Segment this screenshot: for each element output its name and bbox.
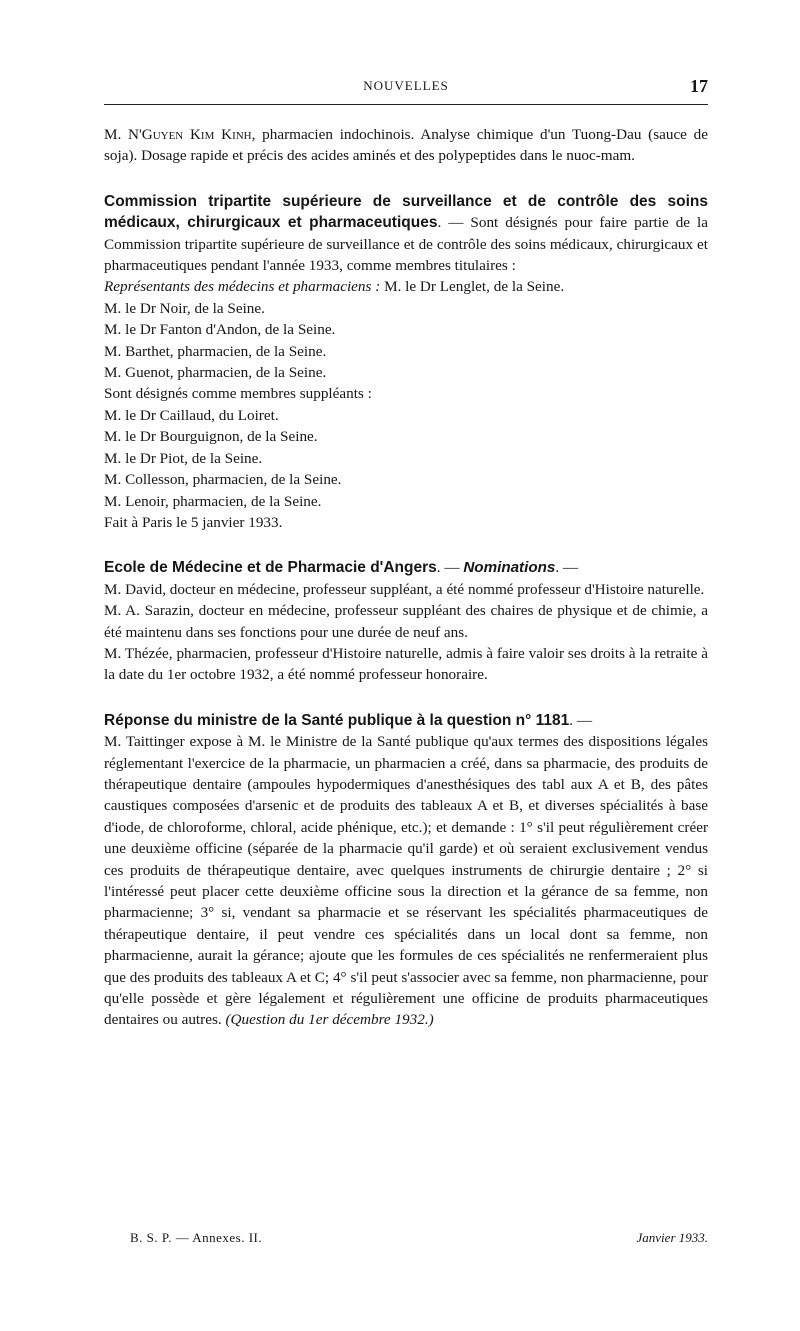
- member-list: [104, 298, 708, 533]
- ecole-title: Ecole de Médecine et de Pharmacie d'Angers: [104, 559, 437, 577]
- header-rule: [104, 104, 708, 105]
- representatives-label: Représentants des médecins et pharmaciens :: [104, 278, 381, 296]
- footer-reference: B. S. P. — Annexes. II.: [130, 1230, 263, 1245]
- ecole-subtitle: Nominations: [463, 559, 556, 577]
- ecole-heading: Ecole de Médecine et de Pharmacie d'Angers. — Nominations. —: [104, 559, 579, 577]
- reponse-title: Réponse du ministre de la Santé publique à la question n° 1181: [104, 711, 570, 729]
- intro-text: , pharmacien indochinois. Analyse chimique d'un Tuong-Dau (sauce de soja). Dosage rapide et précis des acides aminés et des polypeptides dans le nuoc-mam.: [104, 126, 708, 165]
- spacer: [104, 686, 708, 710]
- reponse-citation: (Question du 1er décembre 1932.): [225, 1011, 434, 1029]
- reponse-heading: Réponse du ministre de la Santé publique à la question n° 1181. —: [104, 711, 593, 729]
- page-footer: [130, 1230, 708, 1254]
- intro-paragraph: [104, 124, 708, 167]
- member-line: M. Guenot, pharmacien, de la Seine.: [104, 364, 327, 382]
- spacer: [104, 533, 708, 557]
- signature-line: Fait à Paris le 5 janvier 1933.: [104, 513, 283, 531]
- commission-representatives: [104, 276, 708, 297]
- member-first: M. le Dr Lenglet, de la Seine.: [384, 278, 565, 296]
- member-line: M. le Dr Bourguignon, de la Seine.: [104, 428, 318, 446]
- member-line: M. Lenoir, pharmacien, de la Seine.: [104, 492, 322, 510]
- running-title: NOUVELLES: [363, 78, 449, 93]
- member-line: M. le Dr Fanton d'Andon, de la Seine.: [104, 321, 336, 339]
- member-line: M. le Dr Noir, de la Seine.: [104, 299, 265, 317]
- reponse-paragraph: [104, 731, 708, 1031]
- footer-date: Janvier 1933.: [636, 1230, 708, 1245]
- member-line: M. Collesson, pharmacien, de la Seine.: [104, 471, 342, 489]
- ecole-paragraph-2: M. A. Sarazin, docteur en médecine, professeur suppléant des chaires de physique et de chimie, a été maintenu dans ses fonctions pour une durée de neuf ans.: [104, 602, 708, 641]
- page-header: [104, 76, 708, 102]
- member-line: M. le Dr Piot, de la Seine.: [104, 449, 263, 467]
- spacer: [104, 167, 708, 191]
- ecole-paragraph-3: M. Thézée, pharmacien, professeur d'Histoire naturelle, admis à faire valoir ses droits à la retraite à la date du 1er octobre 1932, a été nommé professeur honoraire.: [104, 644, 708, 684]
- commission-intro: . — Sont désignés pour faire partie de la Commission tripartite supérieure de surveillance et de contrôle des soins médicaux, chirurgicaux et pharmaceutiques pendant l'année 1933, comme membres titulaires :: [104, 214, 708, 275]
- commission-paragraph: [104, 191, 708, 277]
- ecole-paragraph-1: M. David, docteur en médecine, professeur suppléant, a été nommé professeur d'Histoire naturelle.: [104, 580, 705, 598]
- member-line: M. Barthet, pharmacien, de la Seine.: [104, 342, 327, 360]
- commission-title: Commission tripartite supérieure de surveillance et de contrôle des soins médicaux, chirurgicaux et pharmaceutiques: [104, 192, 708, 232]
- page-body: [104, 124, 708, 1031]
- reponse-text: M. Taittinger expose à M. le Ministre de la Santé publique qu'aux termes des dispositions légales réglementant l'exercice de la pharmacie, un pharmacien a créé, dans sa pharmacie, des produits de thérapeutique dentaire (ampoules hypodermiques d'anesthésiques des tabl aux A et B, des pâtes caustiques composées d'arsenic et de produits des tableaux A et B, et diverses spécialités à base d'iode, de chloroforme, chloral, acide phénique, etc.); et demande : 1° s'il peut régulièrement créer une deuxième officine (séparée de la pharmacie qu'il garde) et où seraient exclusivement vendus ces produits de thérapeutique dentaire, avec quelques instruments de chirurgie dentaire ; 2° si l'intéressé peut placer cette deuxième officine sous la direction et la gérance de sa femme, non pharmacienne; 3° si, vendant sa pharmacie et se réservant les spécialités pharmaceutiques de thérapeutique dentaire, il peut vendre ces spécialités dans un local dont sa femme, non pharmacienne, aurait la gérance; ajoute que les formules de ces spécialités ne renfermeraient plus que des produits des tableaux A et C; 4° s'il peut s'associer avec sa femme, non pharmacienne, pour qu'elle possède et gère légalement et régulièrement une officine de produits pharmaceutiques dentaires ou autres.: [104, 733, 708, 1029]
- member-line: Sont désignés comme membres suppléants :: [104, 385, 372, 403]
- member-line: M. le Dr Caillaud, du Loiret.: [104, 406, 279, 424]
- intro-author: M. N'Guyen Kim Kinh: [104, 126, 252, 143]
- page-number: 17: [690, 76, 708, 96]
